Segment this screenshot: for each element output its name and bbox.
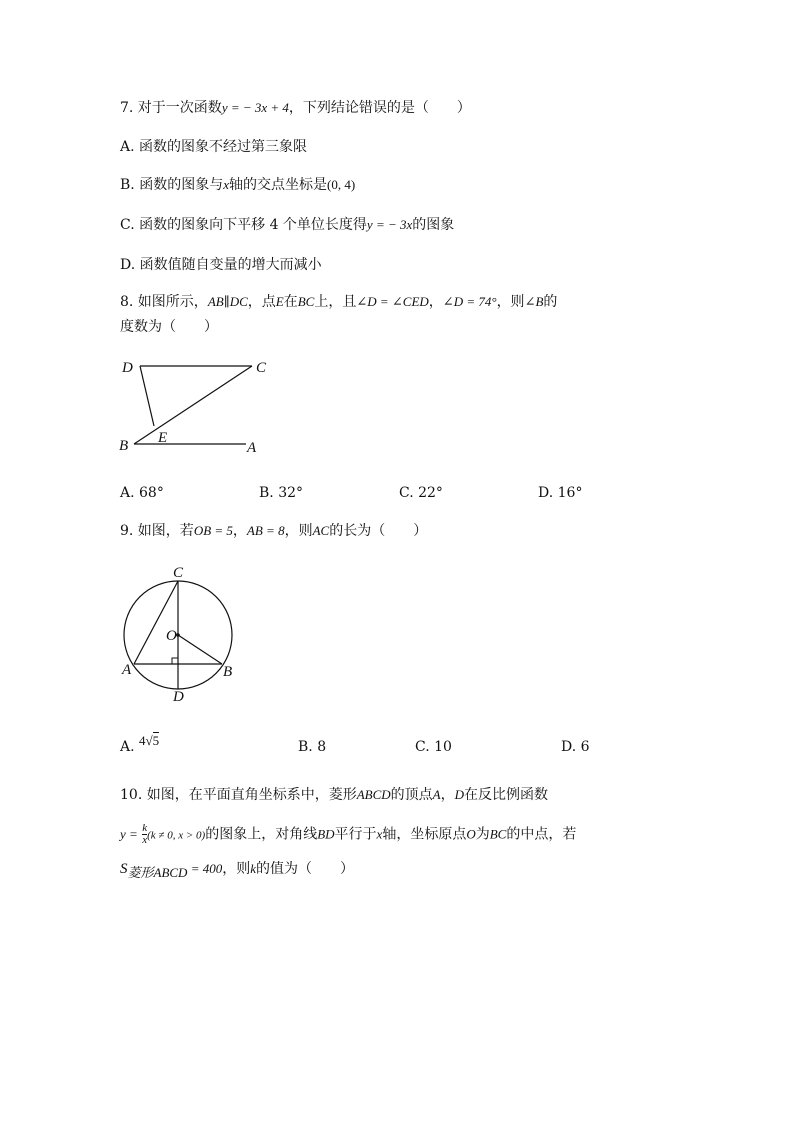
label-b: B xyxy=(119,438,129,454)
q10-line3: $S_{菱形ABCD} = 400$，则k的值为（ ） xyxy=(120,861,355,880)
label-c: C xyxy=(173,565,184,581)
label-d: D xyxy=(173,689,184,705)
q7-option-a: A. 函数的图象不经过第三象限 xyxy=(120,139,308,155)
label-c: C xyxy=(256,360,267,376)
q10-line1: 10. 如图，在平面直角坐标系中，菱形ABCD的顶点A，D在反比例函数 xyxy=(120,787,549,803)
q8-figure xyxy=(112,352,282,462)
q9-figure xyxy=(112,562,242,707)
q7-formula: y = − 3x + 4 xyxy=(221,100,289,115)
label-b: B xyxy=(223,664,233,680)
label-o: O xyxy=(166,628,177,644)
fraction-k-over-x: $\frac{k}{x}$ xyxy=(142,822,148,846)
q10-line2: y = $\frac{k}{x}$ (k ≠ 0, x > 0)的图象上，对角线BD平行于x轴，坐标原点O为BC的中点，若 xyxy=(120,822,577,846)
label-a: A xyxy=(247,440,257,456)
q8-option-d: D. 16° xyxy=(538,485,583,501)
sqrt-icon: √ xyxy=(145,733,153,748)
q8-stem: 8. 如图所示，AB∥DC，点E在BC上，且∠D = ∠CED，∠D = 74°，则∠B的 xyxy=(120,294,558,310)
q8-option-a: A. 68° xyxy=(120,485,164,501)
q9-option-a: A. 4√5 xyxy=(120,733,160,755)
q8-option-c: C. 22° xyxy=(399,485,443,501)
q8-stem-line2: 度数为（ ） xyxy=(120,319,218,335)
label-d: D xyxy=(122,360,133,376)
q7-option-b: B. 函数的图象与x轴的交点坐标是(0, 4) xyxy=(120,177,356,193)
label-e: E xyxy=(158,430,168,446)
q7-option-d: D. 函数值随自变量的增大而减小 xyxy=(120,257,322,273)
q7-option-c: C. 函数的图象向下平移 4 个单位长度得y = − 3x的图象 xyxy=(120,217,455,233)
q9-option-c: C. 10 xyxy=(415,739,452,755)
q7-stem: 7. 对于一次函数y = − 3x + 4，下列结论错误的是（ ） xyxy=(120,100,471,116)
q9-option-d: D. 6 xyxy=(561,739,590,755)
q9-option-b: B. 8 xyxy=(298,739,327,755)
q8-option-b: B. 32° xyxy=(259,485,304,501)
q9-stem: 9. 如图，若OB = 5，AB = 8，则AC的长为（ ） xyxy=(120,523,428,539)
label-a: A xyxy=(122,662,132,678)
